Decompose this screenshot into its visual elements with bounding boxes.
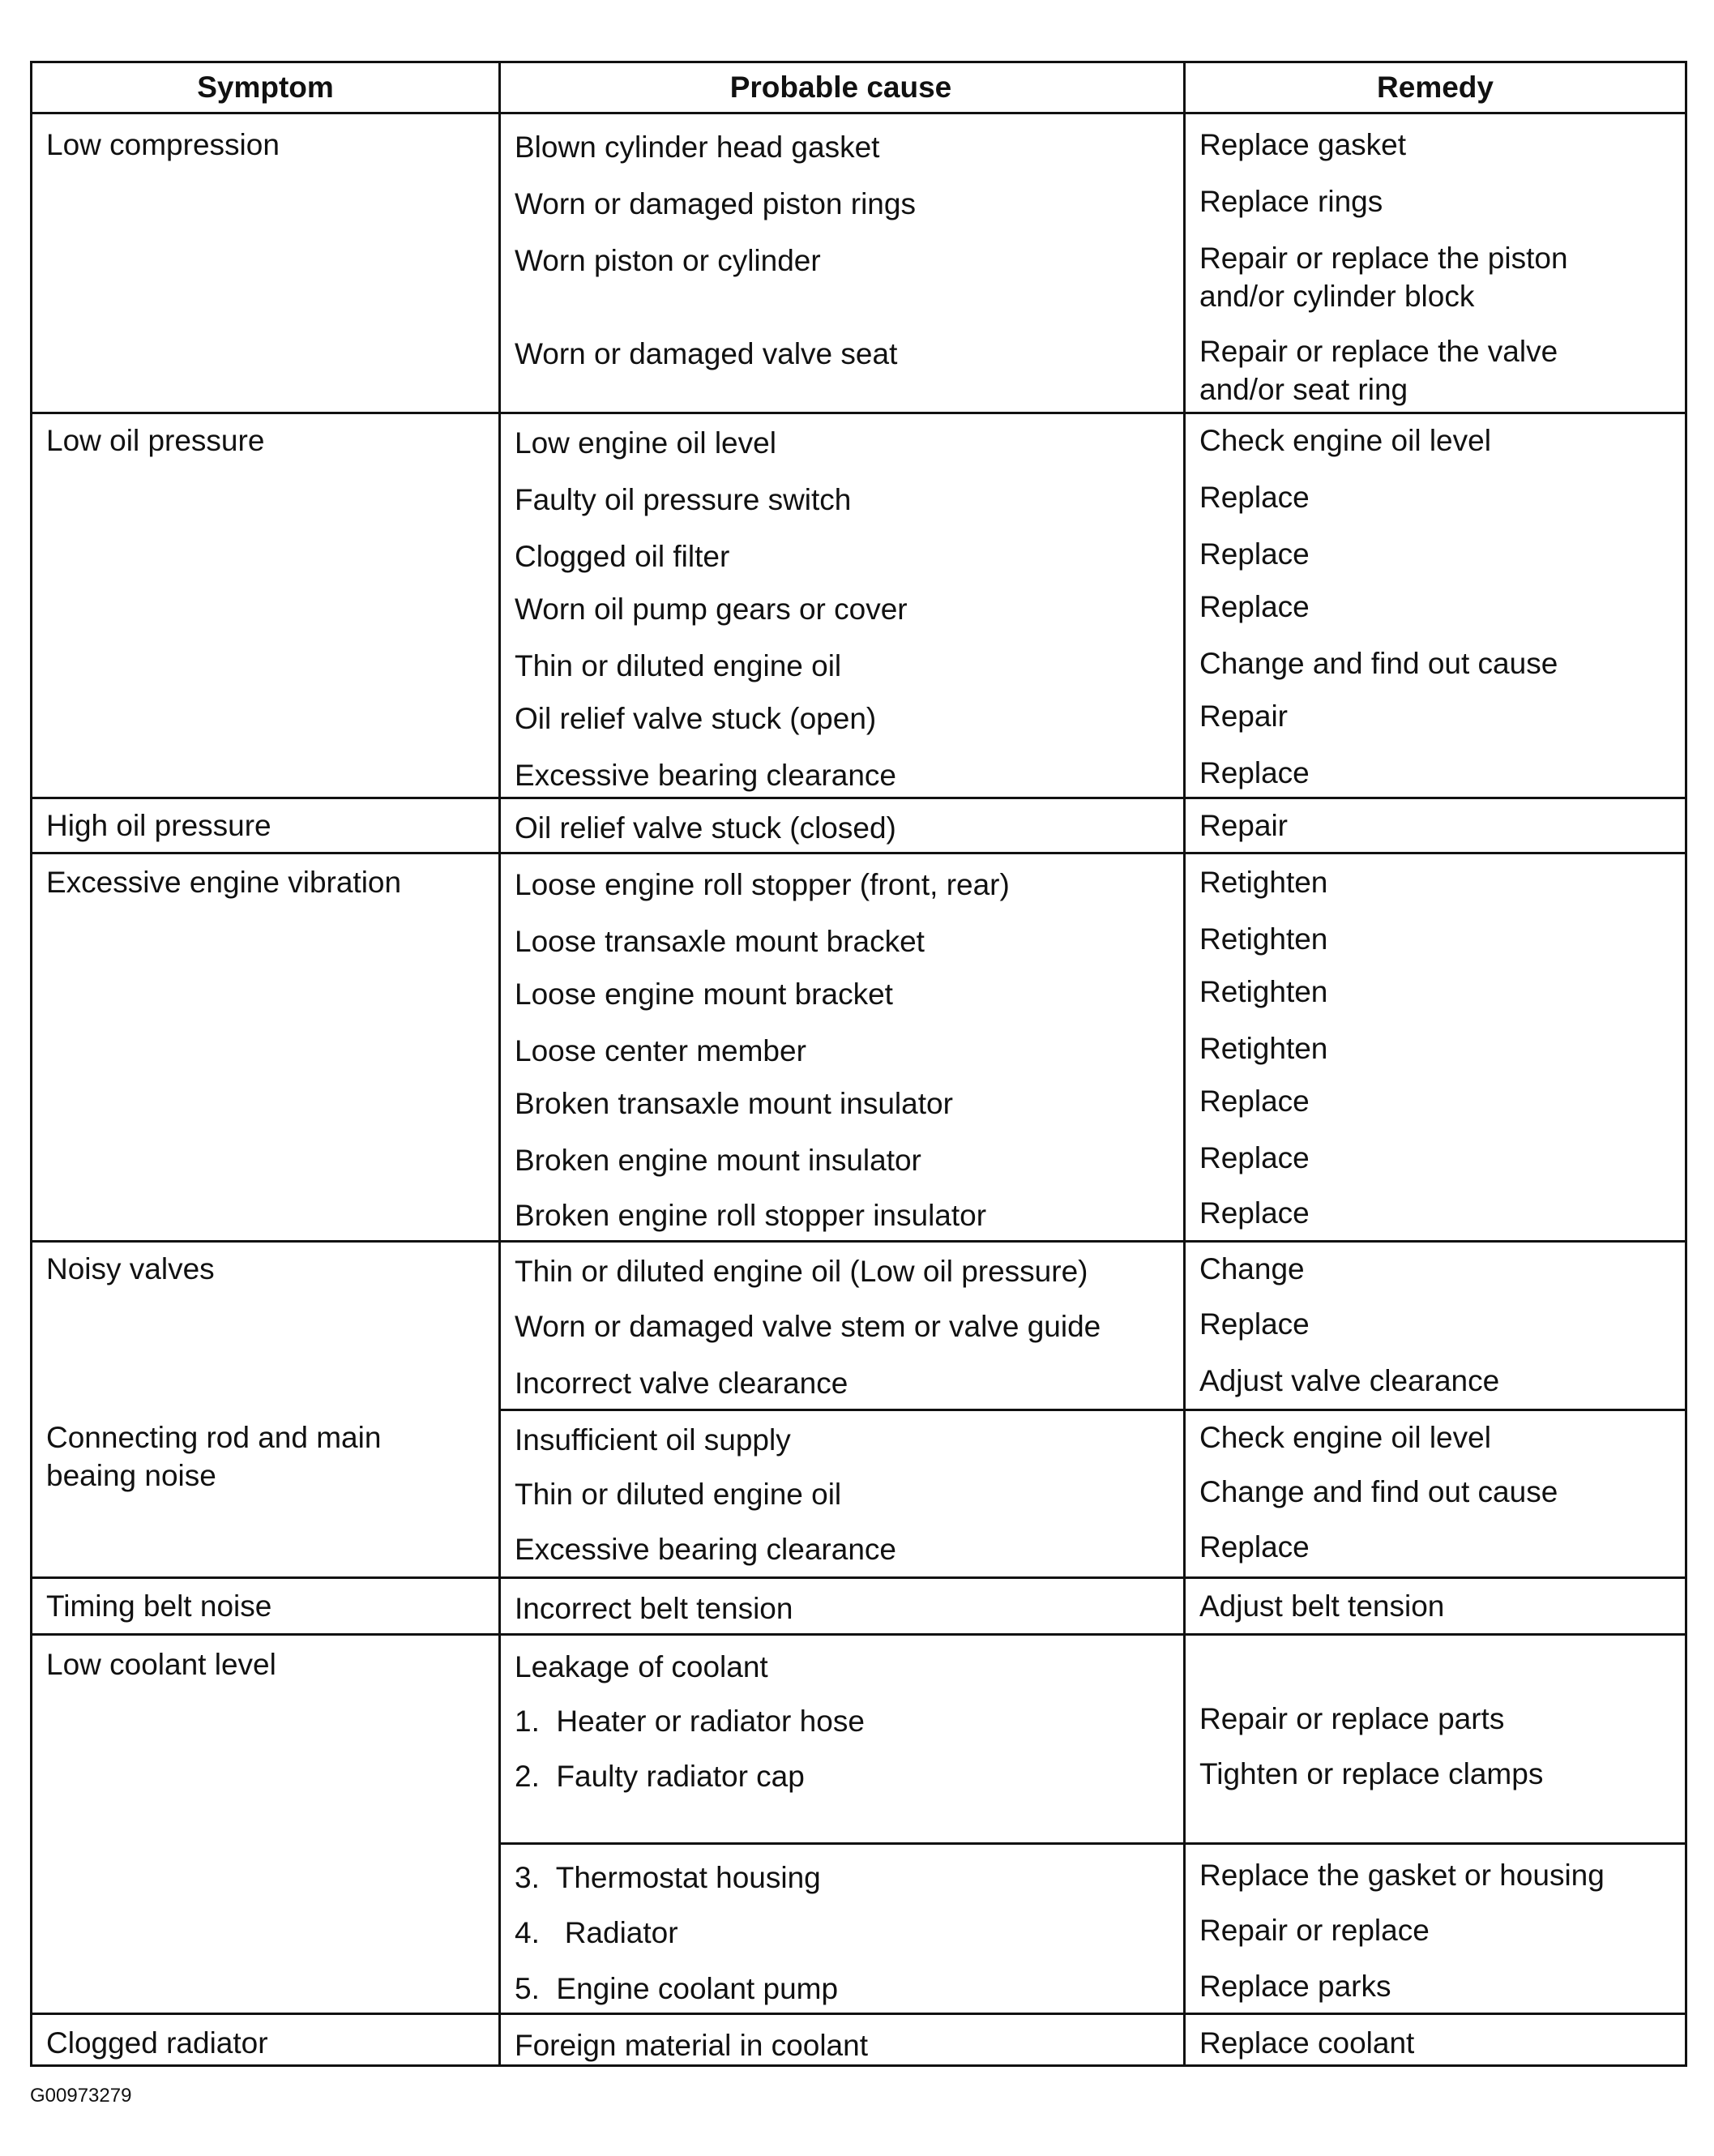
row-separator [32, 1240, 1685, 1243]
cause-cell: Broken engine mount insulator [515, 1144, 921, 1177]
cause-cell: Clogged oil filter [515, 540, 730, 573]
symptom-cell: Connecting rod and main beaing noise [46, 1421, 382, 1492]
cause-cell: Low engine oil level [515, 426, 776, 460]
cause-cell: Broken engine roll stopper insulator [515, 1199, 987, 1232]
remedy-cell: Retighten [1199, 975, 1328, 1008]
symptom-cell: Low oil pressure [46, 424, 265, 457]
cause-cell: Excessive bearing clearance [515, 1533, 896, 1566]
cause-cell: Thin or diluted engine oil [515, 649, 842, 682]
remedy-cell: Replace [1199, 1196, 1310, 1230]
cause-cell: Thin or diluted engine oil (Low oil pressure) [515, 1255, 1088, 1288]
cause-cell: Incorrect belt tension [515, 1592, 793, 1625]
cause-cell: Oil relief valve stuck (open) [515, 702, 877, 735]
cause-cell: Worn or damaged valve seat [515, 337, 898, 370]
header-symptom: Symptom [197, 71, 334, 104]
remedy-cell: Adjust valve clearance [1199, 1364, 1500, 1397]
cause-cell: Leakage of coolant [515, 1650, 768, 1683]
cause-cell: Loose engine mount bracket [515, 977, 893, 1011]
row-separator-inner [498, 1842, 1687, 1845]
symptom-cell: Low compression [46, 128, 280, 161]
figure-code: G00973279 [30, 2085, 132, 2107]
remedy-cell: Replace the gasket or housing [1199, 1859, 1605, 1892]
cause-cell: Loose transaxle mount bracket [515, 925, 925, 958]
row-separator [32, 1576, 1685, 1579]
remedy-cell: Check engine oil level [1199, 424, 1491, 457]
cause-cell: Blown cylinder head gasket [515, 130, 880, 164]
remedy-cell: Replace [1199, 1307, 1310, 1341]
cause-cell: 2. Faulty radiator cap [515, 1760, 805, 1793]
remedy-cell: Replace [1199, 590, 1310, 623]
row-separator [32, 797, 1685, 799]
cause-cell: Worn oil pump gears or cover [515, 592, 908, 626]
cause-cell: Loose center member [515, 1034, 806, 1067]
remedy-cell: Check engine oil level [1199, 1421, 1491, 1454]
remedy-cell: Change and find out cause [1199, 1475, 1558, 1508]
remedy-cell: Replace [1199, 481, 1310, 514]
cause-cell: 4. Radiator [515, 1916, 678, 1949]
cause-cell: Thin or diluted engine oil [515, 1478, 842, 1511]
cause-cell: Loose engine roll stopper (front, rear) [515, 868, 1010, 901]
cause-cell: Worn or damaged piston rings [515, 187, 916, 220]
symptom-cell: Low coolant level [46, 1648, 276, 1681]
remedy-cell: Repair [1199, 809, 1288, 842]
row-separator [32, 852, 1685, 854]
row-separator [32, 2013, 1685, 2015]
remedy-cell: Change [1199, 1252, 1305, 1285]
symptom-cell: Timing belt noise [46, 1589, 272, 1623]
cause-cell: Faulty oil pressure switch [515, 483, 852, 516]
cause-cell: Worn piston or cylinder [515, 244, 821, 277]
cause-cell: Excessive bearing clearance [515, 759, 896, 792]
table-header-row [32, 63, 1685, 114]
cause-cell: Worn or damaged valve stem or valve guide [515, 1310, 1101, 1343]
remedy-cell: Replace [1199, 537, 1310, 571]
symptom-cell: Noisy valves [46, 1252, 215, 1285]
row-separator [32, 412, 1685, 414]
symptom-cell: Excessive engine vibration [46, 866, 402, 899]
remedy-cell: Adjust belt tension [1199, 1589, 1445, 1623]
symptom-cell: High oil pressure [46, 809, 271, 842]
remedy-cell: Retighten [1199, 922, 1328, 956]
remedy-cell: Repair or replace parts [1199, 1702, 1505, 1735]
remedy-cell: Tighten or replace clamps [1199, 1757, 1544, 1790]
remedy-cell: Repair or replace the piston and/or cylinder block [1199, 242, 1568, 313]
remedy-cell: Retighten [1199, 866, 1328, 899]
remedy-cell: Replace coolant [1199, 2026, 1415, 2060]
remedy-cell: Repair or replace [1199, 1914, 1430, 1947]
cause-cell: Broken transaxle mount insulator [515, 1087, 953, 1120]
symptom-cell: Clogged radiator [46, 2026, 268, 2060]
cause-cell: Foreign material in coolant [515, 2029, 868, 2062]
remedy-cell: Repair [1199, 699, 1288, 733]
remedy-cell: Replace [1199, 756, 1310, 789]
remedy-cell: Replace gasket [1199, 128, 1407, 161]
cause-cell: 3. Thermostat housing [515, 1861, 821, 1894]
row-separator [32, 1633, 1685, 1636]
cause-cell: Incorrect valve clearance [515, 1367, 848, 1400]
header-remedy: Remedy [1377, 71, 1494, 104]
remedy-cell: Replace [1199, 1530, 1310, 1564]
cause-cell: 5. Engine coolant pump [515, 1972, 839, 2005]
column-divider-cause [498, 63, 501, 2064]
header-probable-cause: Probable cause [729, 71, 952, 104]
cause-cell: Insufficient oil supply [515, 1423, 791, 1457]
row-separator [498, 1409, 1687, 1411]
remedy-cell: Repair or replace the valve and/or seat ring [1199, 335, 1558, 406]
troubleshooting-table [30, 61, 1687, 2067]
cause-cell: Oil relief valve stuck (closed) [515, 811, 896, 845]
remedy-cell: Replace rings [1199, 185, 1383, 218]
remedy-cell: Change and find out cause [1199, 647, 1558, 680]
cause-cell: 1. Heater or radiator hose [515, 1705, 865, 1738]
remedy-cell: Replace [1199, 1084, 1310, 1118]
remedy-cell: Replace [1199, 1141, 1310, 1174]
column-divider-remedy [1183, 63, 1186, 2064]
remedy-cell: Retighten [1199, 1032, 1328, 1065]
remedy-cell: Replace parks [1199, 1970, 1391, 2003]
